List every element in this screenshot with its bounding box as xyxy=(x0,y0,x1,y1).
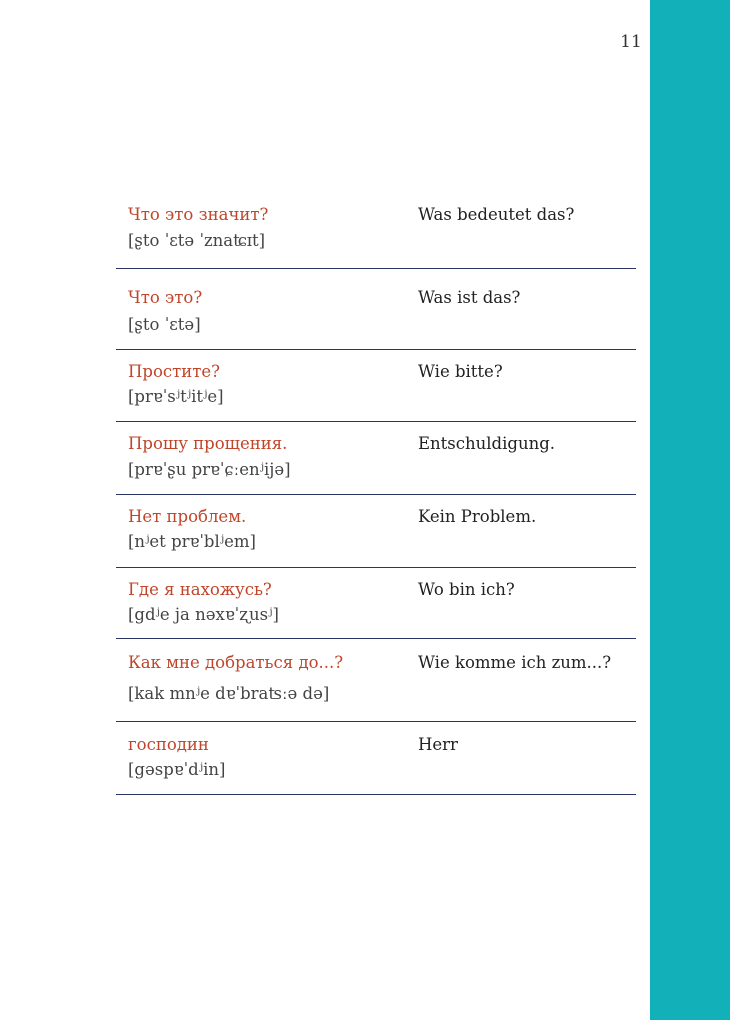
russian-phrase: Что это? xyxy=(128,288,203,307)
phrase-row xyxy=(116,495,636,568)
phrase-row xyxy=(116,188,636,269)
phrase-row xyxy=(116,639,636,722)
phrase-row xyxy=(116,722,636,795)
russian-phrase: Прошу прощения. xyxy=(128,434,288,453)
german-translation: Wo bin ich? xyxy=(418,580,515,599)
phrase-row xyxy=(116,350,636,422)
german-translation: Entschuldigung. xyxy=(418,434,556,453)
phrase-transcription: [gəspɐˈdʲin] xyxy=(128,760,226,779)
russian-phrase: Нет проблем. xyxy=(128,507,247,526)
phrase-transcription: [kak mnʲe dɐˈbraʦːə də] xyxy=(128,684,330,703)
phrase-transcription: [gdʲe ja nəxɐˈʐusʲ] xyxy=(128,605,279,624)
german-translation: Wie komme ich zum...? xyxy=(418,653,612,672)
phrase-row xyxy=(116,422,636,495)
page-number: 11 xyxy=(620,32,642,52)
phrase-row xyxy=(116,568,636,639)
phrase-transcription: [nʲet prɐˈblʲem] xyxy=(128,532,256,551)
russian-phrase: Как мне добраться до...? xyxy=(128,653,344,672)
german-translation: Was ist das? xyxy=(418,288,521,307)
phrase-transcription: [ʂto ˈɛtə ˈznaʨɪt] xyxy=(128,231,266,250)
phrase-row xyxy=(116,269,636,350)
german-translation: Kein Problem. xyxy=(418,507,537,526)
russian-phrase: Где я нахожусь? xyxy=(128,580,272,599)
phrase-transcription: [prɐˈʂu prɐˈɕːenʲijə] xyxy=(128,460,291,479)
accent-side-band xyxy=(650,0,730,1020)
russian-phrase: господин xyxy=(128,735,209,754)
phrase-table xyxy=(116,188,636,795)
german-translation: Wie bitte? xyxy=(418,362,503,381)
russian-phrase: Простите? xyxy=(128,362,220,381)
phrase-transcription: [ʂto ˈɛtə] xyxy=(128,315,201,334)
german-translation: Was bedeutet das? xyxy=(418,205,575,224)
russian-phrase: Что это значит? xyxy=(128,205,269,224)
german-translation: Herr xyxy=(418,735,458,754)
phrase-transcription: [prɐˈsʲtʲitʲe] xyxy=(128,387,224,406)
